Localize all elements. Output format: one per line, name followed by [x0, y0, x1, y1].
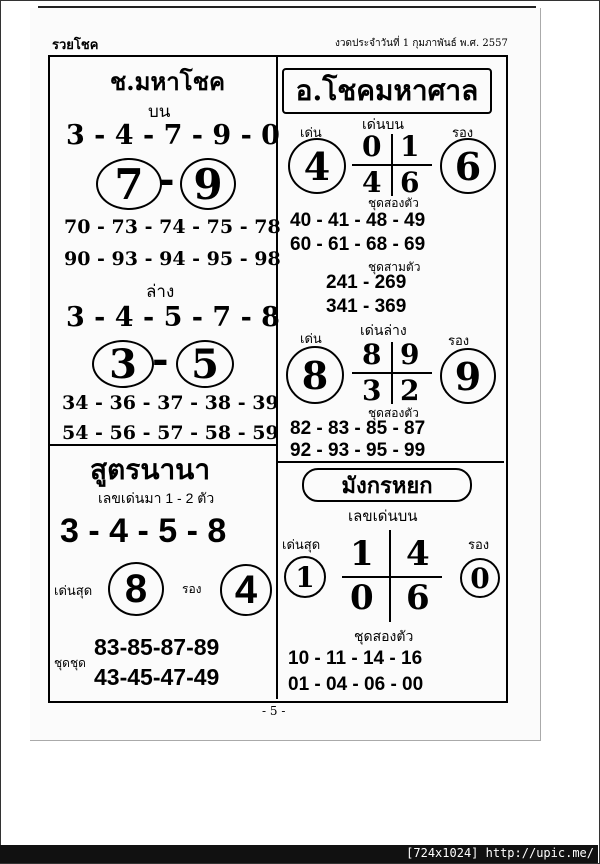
right-top-grid-tl: 0 — [362, 130, 382, 163]
right-top-three-label: ชุดสามตัว — [368, 260, 421, 274]
footer-caption: [724x1024] http://upic.me/ — [406, 846, 594, 860]
right-bottom-grid-bl: 0 — [350, 578, 374, 618]
right-lower-grid-tl: 8 — [362, 338, 382, 371]
right-lower-main-label: เด่น — [300, 332, 322, 347]
left-bottom-main-num: 8 — [108, 562, 164, 616]
right-lower-center-label: เด่นล่าง — [360, 323, 407, 339]
right-lower-two-row-1: 82 - 83 - 85 - 87 — [290, 418, 426, 439]
left-bottom-sub-num: 4 — [220, 564, 272, 616]
lower-digits: 3 - 4 - 5 - 7 - 8 — [66, 302, 280, 333]
left-bottom-main-label: เด่นสุด — [54, 583, 93, 598]
right-top-two-row-1: 40 - 41 - 48 - 49 — [290, 210, 426, 231]
right-top-three-row-1: 241 - 269 — [326, 272, 407, 293]
right-bottom-two-label: ชุดสองตัว — [354, 629, 414, 645]
right-lower-sub-label: รอง — [448, 334, 470, 349]
lower-big-circle-b: 5 — [176, 340, 234, 388]
right-bottom-main-label: เด่นสุด — [282, 538, 321, 553]
left-bottom-set-row-2: 43-45-47-49 — [94, 664, 220, 690]
upper-big-circle-a: 7 — [96, 158, 162, 210]
right-lower-main-num: 8 — [286, 346, 344, 404]
left-bottom-set-row-1: 83-85-87-89 — [94, 634, 220, 660]
left-bottom-digits: 3 - 4 - 5 - 8 — [60, 512, 227, 550]
right-bottom-title: มังกรหยก — [302, 468, 472, 502]
page-number: - 5 - — [262, 704, 286, 718]
right-lower-sub-num: 9 — [440, 348, 496, 404]
right-bottom-grid-tl: 1 — [350, 534, 374, 574]
right-top-grid-bl: 4 — [362, 166, 382, 199]
lower-big-circle-a: 3 — [92, 340, 154, 388]
right-bottom-grid-br: 6 — [406, 578, 430, 618]
upper-pairs-row-1: 70 - 73 - 74 - 75 - 78 — [64, 216, 281, 238]
right-bottom-sub-num: 0 — [460, 558, 500, 598]
left-top-title: ช.มหาโชค — [110, 67, 225, 96]
lower-label: ล่าง — [146, 282, 175, 302]
right-top-title: อ.โชคมหาศาล — [282, 68, 492, 114]
right-top-grid-br: 6 — [400, 166, 420, 199]
right-lower-grid-hline — [352, 372, 432, 374]
left-bottom-subtitle: เลขเด่นมา 1 - 2 ตัว — [98, 490, 215, 506]
right-top-main-num: 4 — [288, 138, 346, 194]
right-lower-grid-bl: 3 — [362, 374, 382, 407]
right-lower-two-row-2: 92 - 93 - 95 - 99 — [290, 440, 426, 461]
header-right: งวดประจำวันที่ 1 กุมภาพันธ์ พ.ศ. 2557 — [335, 38, 508, 49]
center-divider — [276, 57, 278, 699]
right-bottom-grid-hline — [342, 576, 442, 578]
upper-pairs-row-2: 90 - 93 - 94 - 95 - 98 — [64, 248, 281, 270]
left-bottom-set-label: ชุดชุด — [54, 656, 86, 670]
right-top-two-label: ชุดสองตัว — [368, 196, 419, 210]
right-bottom-subtitle: เลขเด่นบน — [348, 507, 418, 525]
right-bottom-sub-label: รอง — [468, 538, 490, 553]
right-lower-two-label: ชุดสองตัว — [368, 406, 419, 420]
right-top-sub-num: 6 — [440, 138, 496, 194]
lower-pairs-row-2: 54 - 56 - 57 - 58 - 59 — [62, 422, 279, 444]
lower-pairs-row-1: 34 - 36 - 37 - 38 - 39 — [62, 392, 279, 414]
right-bottom-two-row-1: 10 - 11 - 14 - 16 — [288, 648, 423, 669]
upper-big-circle-b: 9 — [180, 158, 236, 210]
left-bottom-sub-label: รอง — [182, 582, 202, 596]
lower-big-dash: - — [152, 336, 169, 383]
upper-big-dash: - — [158, 156, 175, 203]
top-rule — [38, 6, 536, 8]
upper-label: บน — [148, 102, 171, 122]
right-top-three-row-2: 341 - 369 — [326, 296, 407, 317]
right-top-two-row-2: 60 - 61 - 68 - 69 — [290, 234, 426, 255]
right-lower-grid-tr: 9 — [400, 338, 420, 371]
right-bottom-two-row-2: 01 - 04 - 06 - 00 — [288, 674, 424, 695]
right-top-grid-tr: 1 — [400, 130, 420, 163]
right-top-sub-label: รอง — [452, 126, 474, 141]
header-left: รวยโชค — [52, 38, 99, 53]
right-top-grid-hline — [352, 164, 432, 166]
left-bottom-title: สูตรนานา — [90, 454, 211, 485]
upper-digits: 3 - 4 - 7 - 9 - 0 — [66, 120, 280, 151]
left-divider — [50, 444, 276, 446]
right-lower-grid-br: 2 — [400, 374, 420, 407]
right-bottom-main-num: 1 — [284, 556, 326, 598]
right-top-center-label: เด่นบน — [362, 117, 404, 133]
right-top-main-label: เด่น — [300, 126, 322, 141]
right-bottom-grid-tr: 4 — [406, 534, 430, 574]
